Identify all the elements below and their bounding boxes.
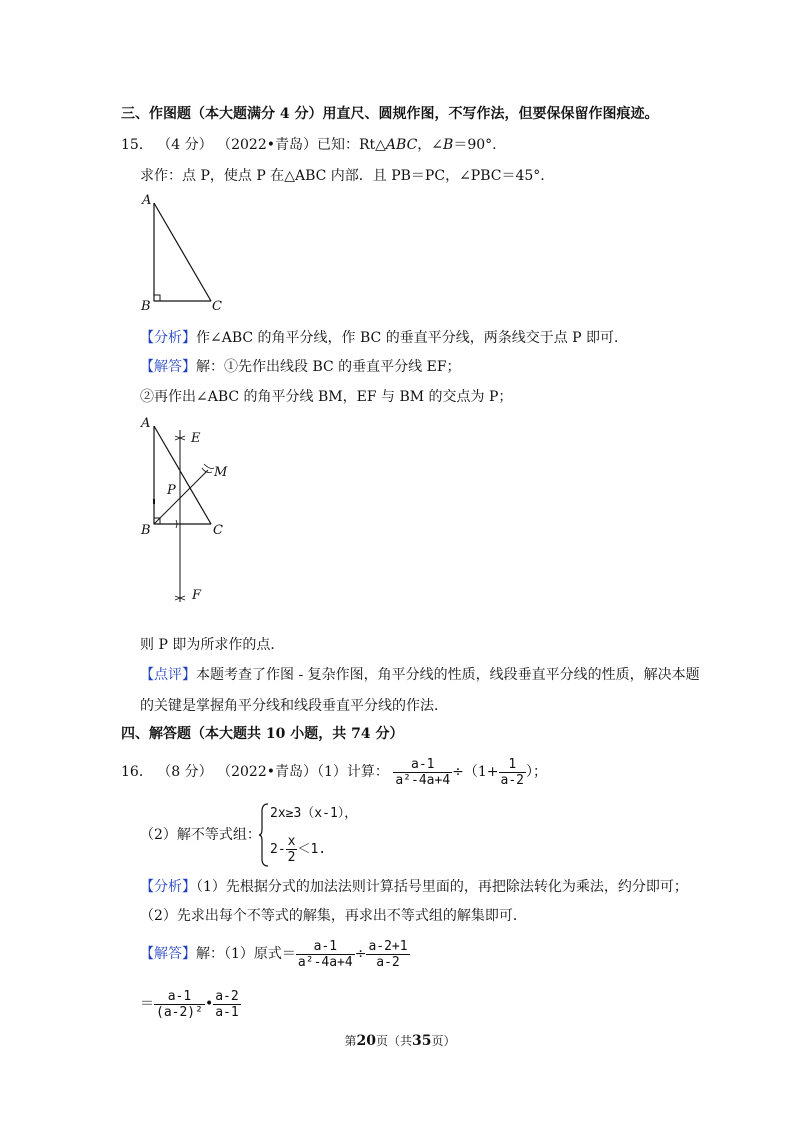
page-footer: 第20页（共35页） bbox=[344, 1033, 456, 1049]
stem-text: ABC bbox=[385, 137, 418, 153]
stem-text: 已知：Rt△ bbox=[316, 137, 386, 153]
comment-line-2: 的关键是掌握角平分线和线段垂直平分线的作法． bbox=[140, 698, 448, 714]
question-15-task: 求作：点 P，使点 P 在△ABC 内部．且 PB＝PC，∠PBC＝45°. bbox=[140, 168, 545, 184]
part2-label: （2）解不等式组： bbox=[140, 827, 261, 843]
point-label-f: F bbox=[192, 588, 202, 603]
answer-text: 解：（1）原式＝ bbox=[196, 946, 296, 962]
part-label: （1）计算： bbox=[316, 764, 389, 780]
page-number: 20 bbox=[356, 1033, 376, 1049]
stem-text: B bbox=[443, 137, 454, 153]
vertex-label-b: B bbox=[141, 299, 151, 314]
fraction: $\frac{a-1}{\text{a²-4a+4}}$ bbox=[297, 938, 353, 970]
comment-tag: 【点评】 bbox=[140, 667, 196, 683]
analysis-tag: 【分析】 bbox=[140, 879, 196, 895]
operator: • bbox=[204, 996, 214, 1012]
triangle-figure bbox=[130, 190, 240, 315]
section-title: 四、解答题（本大题共 10 小题，共 74 分） bbox=[121, 726, 404, 742]
fraction: $\frac{a-1}{\text{a²-4a+4}}$ bbox=[395, 756, 451, 788]
fraction: $\frac{x}{2}$ bbox=[287, 833, 296, 865]
fraction: $\frac{1}{a-2}$ bbox=[500, 756, 525, 788]
fraction: $\frac{a-1}{\text{(a-2)²}}$ bbox=[156, 988, 203, 1020]
answer-step-2 bbox=[140, 986, 241, 1022]
analysis-text: （1）先根据分式的加法法则计算括号里面的，再把除法转化为乘法，约分即可； bbox=[196, 879, 688, 895]
operator: ）； bbox=[526, 764, 548, 780]
vertex-label-c: C bbox=[212, 299, 222, 314]
fraction: $\frac{a-2}{a-1}$ bbox=[215, 988, 239, 1020]
question-15-stem bbox=[121, 136, 497, 154]
point-label-p: P bbox=[167, 483, 176, 498]
stem-text: ，∠ bbox=[417, 137, 444, 153]
answer-line-2: ②再作出∠ABC 的角平分线 BM，EF 与 BM 的交点为 P； bbox=[140, 389, 513, 405]
analysis-tag: 【分析】 bbox=[140, 330, 196, 346]
answer-line bbox=[140, 358, 461, 376]
construction-figure bbox=[130, 410, 250, 610]
question-number: 15． bbox=[121, 137, 153, 153]
operator: ÷ bbox=[354, 946, 367, 962]
inequality-1: 2x≥3（x-1）， bbox=[270, 806, 358, 821]
answer-tag: 【解答】 bbox=[140, 359, 196, 375]
comment-line bbox=[140, 666, 700, 684]
question-16-part1 bbox=[121, 754, 547, 790]
question-points: （8 分） bbox=[157, 764, 213, 780]
section-title: 三、作图题（本大题满分 4 分）用直尺、圆规作图，不写作法，但要保保留作图痕迹。 bbox=[121, 106, 659, 122]
analysis-line bbox=[140, 878, 688, 896]
conclusion-text: 则 P 即为所求作的点． bbox=[140, 637, 285, 653]
point-label-e: E bbox=[191, 431, 201, 446]
analysis-line-2: （2）先求出每个不等式的解集，再求出不等式组的解集即可． bbox=[140, 908, 527, 924]
question-number: 16． bbox=[121, 764, 153, 780]
question-source: （2022•青岛） bbox=[217, 137, 317, 153]
vertex-label-b: B bbox=[141, 523, 151, 538]
vertex-label-a: A bbox=[142, 193, 152, 208]
page-total: 35 bbox=[412, 1033, 432, 1049]
brace-icon bbox=[259, 803, 269, 867]
vertex-label-c: C bbox=[213, 523, 223, 538]
operator: ÷（1+ bbox=[452, 764, 499, 780]
analysis-text: 作∠ABC 的角平分线，作 BC 的垂直平分线，两条线交于点 P 即可． bbox=[196, 330, 629, 346]
question-source: （2022•青岛） bbox=[217, 764, 317, 780]
vertex-label-a: A bbox=[141, 416, 151, 431]
comment-text: 本题考查了作图 - 复杂作图，角平分线的性质，线段垂直平分线的性质，解决本题 bbox=[196, 667, 700, 683]
operator: ＝ bbox=[140, 996, 154, 1012]
answer-text: 解：①先作出线段 BC 的垂直平分线 EF； bbox=[196, 359, 461, 375]
stem-text: ＝90°. bbox=[453, 137, 497, 153]
inequality-2: 2- $\frac{x}{2}$ ＜1. bbox=[270, 833, 327, 865]
fraction: $\frac{a-2+1}{a-2}$ bbox=[368, 938, 408, 970]
analysis-line bbox=[140, 329, 628, 347]
answer-tag: 【解答】 bbox=[140, 946, 196, 962]
question-points: （4 分） bbox=[157, 137, 213, 153]
answer-line bbox=[140, 936, 410, 972]
point-label-m: M bbox=[214, 465, 228, 480]
